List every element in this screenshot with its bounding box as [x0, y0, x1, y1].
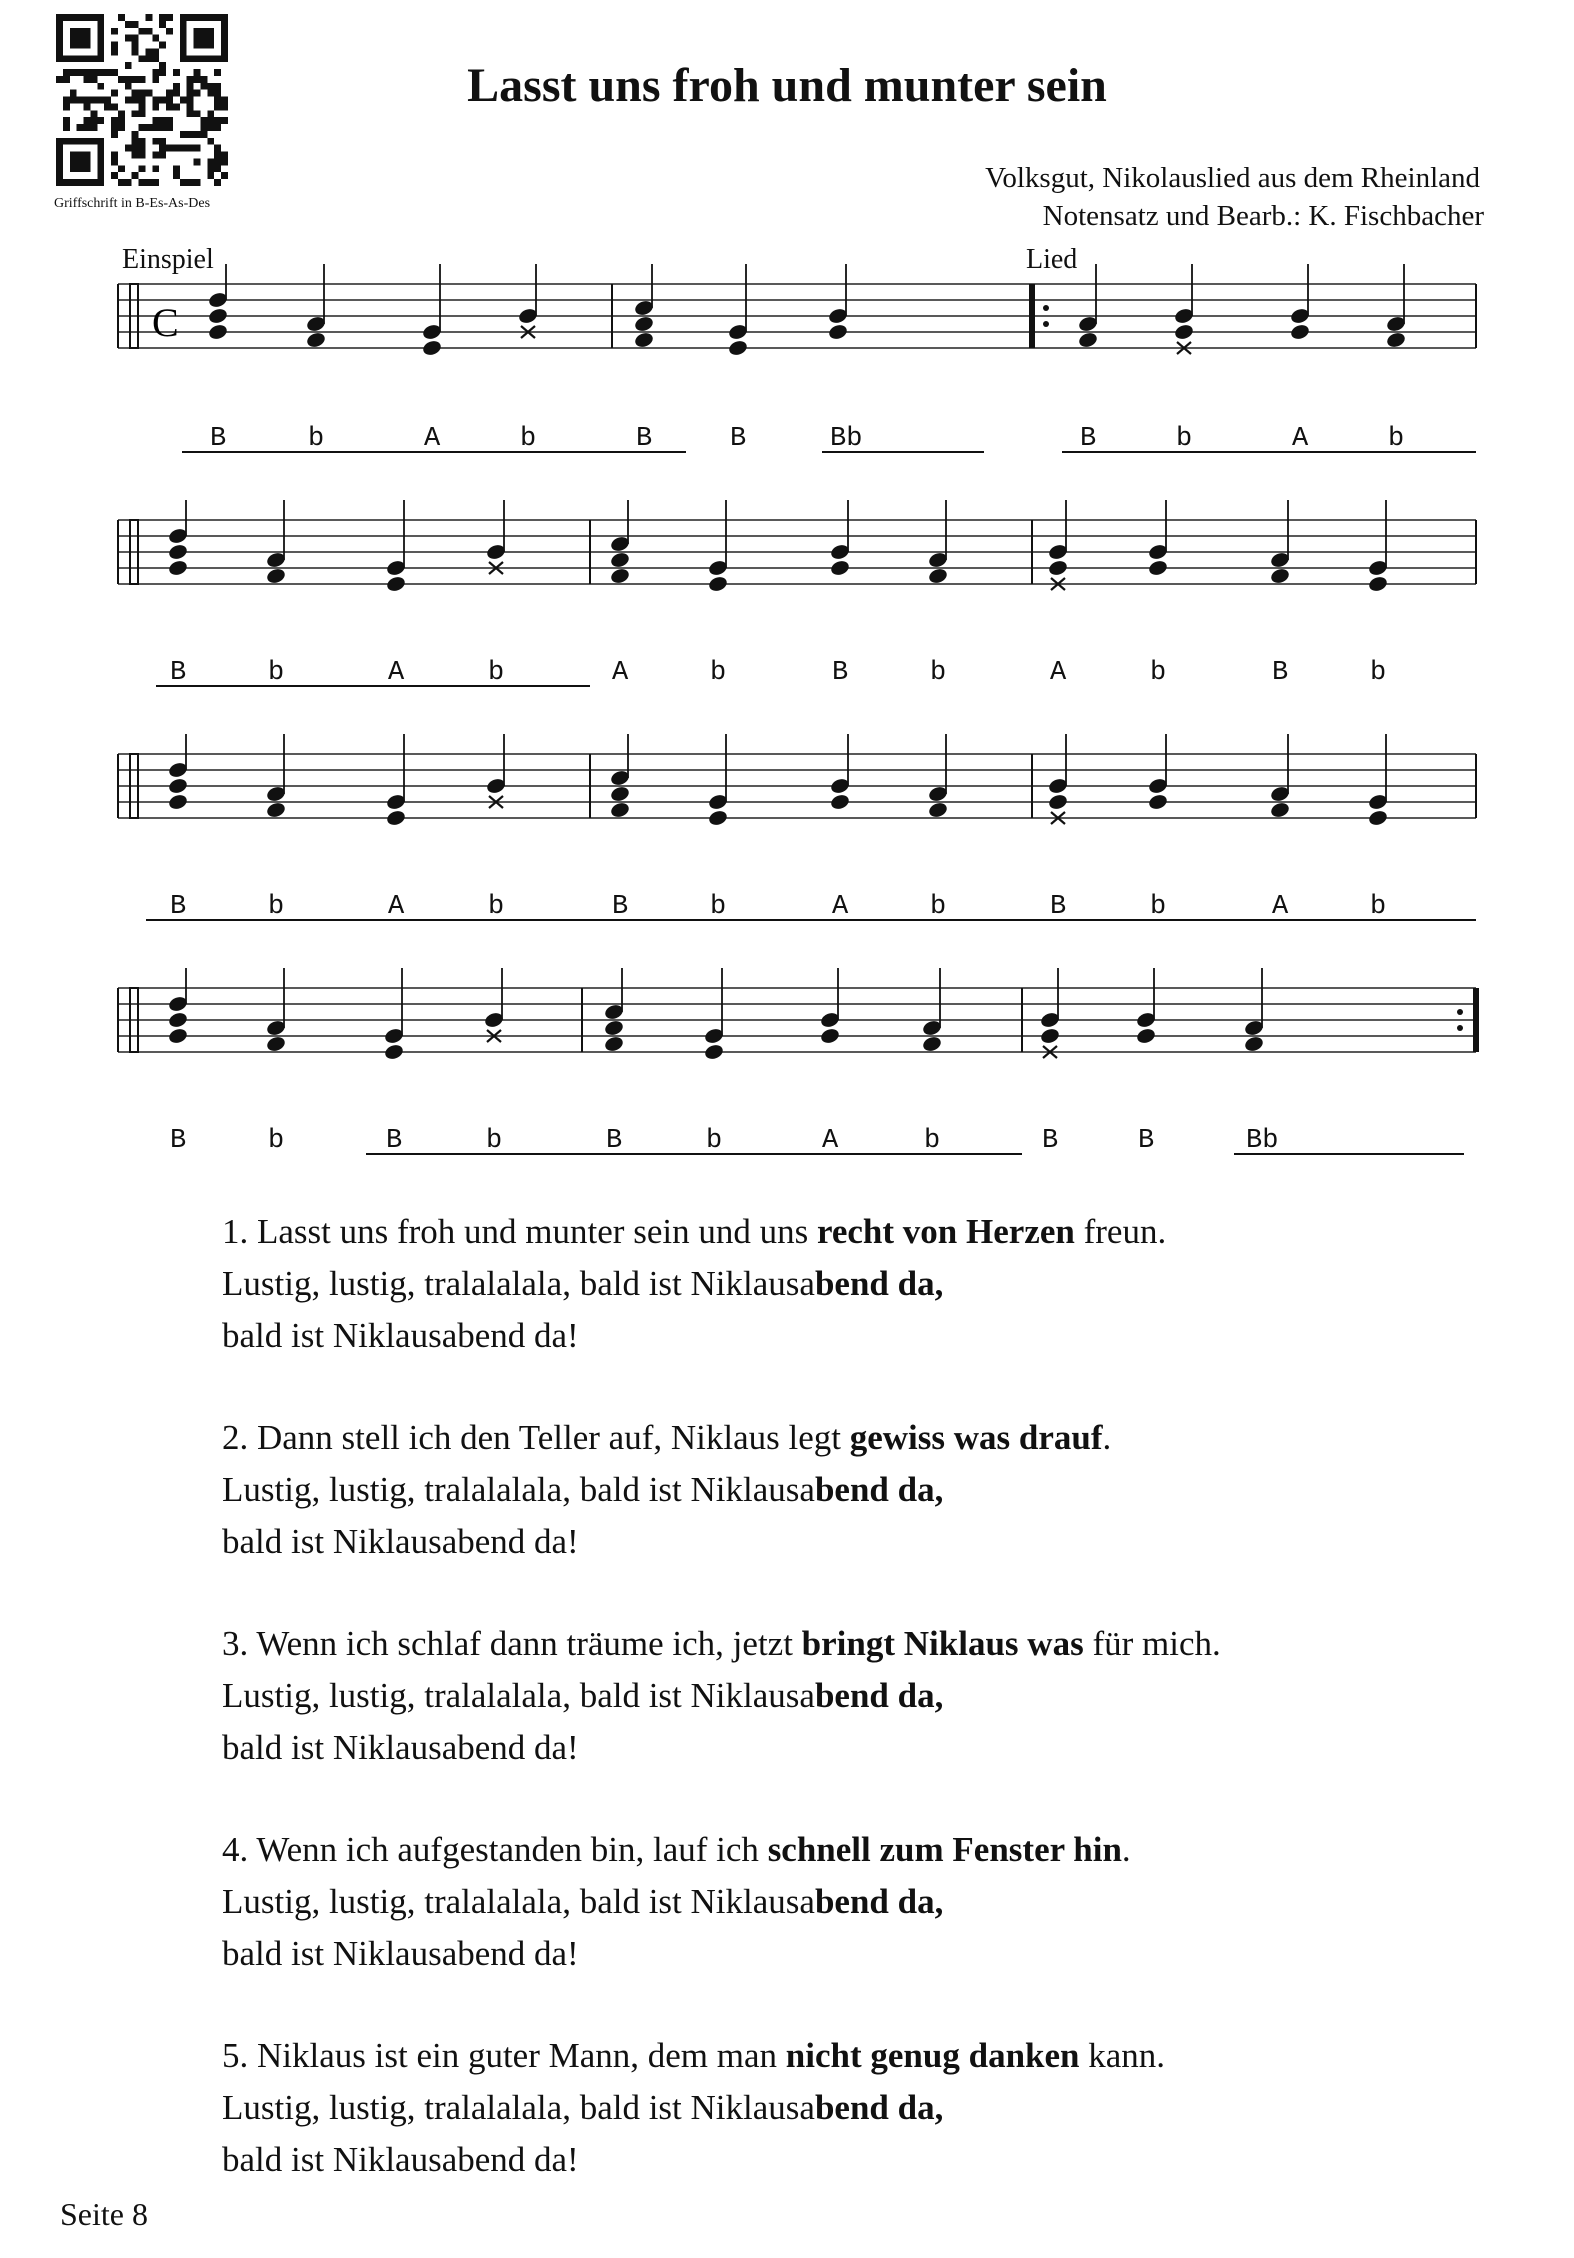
chord-symbol: B: [170, 892, 187, 922]
chord-symbol: B: [730, 424, 747, 454]
note-chord: [603, 968, 624, 1053]
notehead: [927, 801, 948, 819]
verse-line: Lustig, lustig, tralalalala, bald ist Niklausabend da,: [222, 1470, 944, 1509]
notehead: [167, 793, 188, 811]
note-chord: [707, 500, 728, 593]
chord-symbol: b: [930, 892, 947, 922]
verse-3: [222, 1618, 1221, 1774]
chord-symbol: Bb: [830, 424, 863, 454]
chord-symbol: A: [1292, 424, 1309, 454]
notehead: [1367, 575, 1388, 593]
note-chord: [707, 734, 728, 827]
note-chord: [1147, 734, 1168, 811]
notehead: [383, 1043, 404, 1061]
note-chord: [1173, 264, 1194, 354]
notehead: [603, 1035, 624, 1053]
notehead: [1077, 331, 1098, 349]
notehead: [927, 567, 948, 585]
chord-symbol: A: [388, 892, 405, 922]
chord-symbol: B: [636, 424, 653, 454]
notehead: [633, 331, 654, 349]
notehead: [421, 339, 442, 357]
verse-5: [222, 2030, 1165, 2186]
label-song: Lied: [1026, 244, 1078, 275]
notehead: [1385, 331, 1406, 349]
chord-symbol: B: [612, 892, 629, 922]
notehead: [1047, 559, 1068, 577]
qr-caption: Griffschrift in B-Es-As-Des: [54, 196, 211, 211]
note-chord: [829, 734, 850, 811]
staves: [118, 284, 1476, 1154]
notehead: [167, 1027, 188, 1045]
verse-line: Lustig, lustig, tralalalala, bald ist Niklausabend da,: [222, 1882, 944, 1921]
note-chord: [385, 734, 406, 827]
note-chord: [1047, 734, 1068, 824]
chord-symbol: B: [386, 1126, 403, 1156]
note-chord: [485, 500, 506, 574]
repeat-dot: [1043, 321, 1049, 327]
notehead: [167, 1011, 188, 1029]
chord-symbol: A: [388, 658, 405, 688]
verse-line: bald ist Niklausabend da!: [222, 1316, 579, 1355]
notehead: [207, 323, 228, 341]
chord-symbol: b: [488, 892, 505, 922]
verse-1: [222, 1206, 1166, 1362]
verse-line: bald ist Niklausabend da!: [222, 1728, 579, 1767]
chord-symbol: b: [706, 1126, 723, 1156]
notehead: [1135, 1027, 1156, 1045]
chord-symbol: A: [424, 424, 441, 454]
note-chord: [1047, 500, 1068, 590]
note-chord: [207, 264, 228, 341]
chord-symbol: B: [606, 1126, 623, 1156]
note-chord: [167, 500, 188, 577]
verse-line: bald ist Niklausabend da!: [222, 1934, 579, 1973]
chord-symbol: b: [488, 658, 505, 688]
chord-symbol: b: [1388, 424, 1405, 454]
repeat-dot: [1457, 1009, 1463, 1015]
chord-symbol: B: [170, 658, 187, 688]
chord-symbol: b: [486, 1126, 503, 1156]
chord-symbol: b: [1176, 424, 1193, 454]
verse-line: 5. Niklaus ist ein guter Mann, dem man nicht genug danken kann.: [222, 2036, 1166, 2075]
chord-symbol: B: [1042, 1126, 1059, 1156]
notehead: [167, 543, 188, 561]
notehead: [633, 315, 654, 333]
verse-line: Lustig, lustig, tralalalala, bald ist Niklausabend da,: [222, 1676, 944, 1715]
note-chord: [829, 500, 850, 577]
verse-line: 4. Wenn ich aufgestanden bin, lauf ich schnell zum Fenster hin.: [222, 1830, 1131, 1869]
note-chord: [819, 968, 840, 1045]
notehead: [1367, 809, 1388, 827]
note-chord: [517, 264, 538, 338]
note-chord: [609, 500, 630, 585]
note-chord: [827, 264, 848, 341]
notehead: [1269, 801, 1290, 819]
repeat-dot: [1043, 305, 1049, 311]
note-chord: [421, 264, 442, 357]
notehead: [167, 777, 188, 795]
notehead: [703, 1043, 724, 1061]
notehead: [603, 1019, 624, 1037]
note-chord: [265, 968, 286, 1053]
note-chord: [927, 734, 948, 819]
note-chord: [703, 968, 724, 1061]
chord-symbol: A: [1050, 658, 1067, 688]
notehead: [609, 785, 630, 803]
chord-symbol: b: [268, 658, 285, 688]
chord-symbol: A: [832, 892, 849, 922]
chord-symbol: b: [308, 424, 325, 454]
chord-symbol: b: [1150, 658, 1167, 688]
note-chord: [1385, 264, 1406, 349]
note-chord: [1367, 500, 1388, 593]
credit-arrangement: Notensatz und Bearb.: K. Fischbacher: [1042, 200, 1484, 232]
note-chord: [1039, 968, 1060, 1058]
note-chord: [265, 500, 286, 585]
note-chord: [305, 264, 326, 349]
chord-symbol: B: [1272, 658, 1289, 688]
notehead: [265, 1035, 286, 1053]
verse-line: 2. Dann stell ich den Teller auf, Niklaus legt gewiss was drauf.: [222, 1418, 1112, 1457]
notehead: [1269, 567, 1290, 585]
note-chord: [633, 264, 654, 349]
verse-line: 1. Lasst uns froh und munter sein und uns recht von Herzen freun.: [222, 1212, 1167, 1251]
notehead: [167, 559, 188, 577]
notehead: [207, 307, 228, 325]
chord-symbol: b: [1370, 892, 1387, 922]
notehead: [305, 331, 326, 349]
note-chord: [383, 968, 404, 1061]
chord-symbol: b: [710, 892, 727, 922]
notehead: [609, 551, 630, 569]
notehead: [385, 575, 406, 593]
note-chord: [167, 734, 188, 811]
notehead: [829, 793, 850, 811]
notehead: [385, 809, 406, 827]
chord-symbol: B: [1050, 892, 1067, 922]
note-chord: [1367, 734, 1388, 827]
chord-symbol: A: [822, 1126, 839, 1156]
label-intro: Einspiel: [122, 244, 214, 275]
page-title: Lasst uns froh und munter sein: [467, 59, 1107, 112]
notehead: [727, 339, 748, 357]
chord-symbol: b: [268, 892, 285, 922]
chord-symbol: b: [710, 658, 727, 688]
chord-symbol: b: [520, 424, 537, 454]
repeat-dot: [1457, 1025, 1463, 1031]
verse-line: bald ist Niklausabend da!: [222, 2140, 579, 2179]
chord-symbol: A: [612, 658, 629, 688]
note-chord: [1135, 968, 1156, 1045]
notehead: [609, 567, 630, 585]
page-number: Seite 8: [60, 2196, 148, 2232]
chord-symbol: B: [170, 1126, 187, 1156]
notehead: [827, 323, 848, 341]
chord-symbol: b: [924, 1126, 941, 1156]
chord-symbol: A: [1272, 892, 1289, 922]
note-chord: [1147, 500, 1168, 577]
chord-symbol: b: [1370, 658, 1387, 688]
chord-symbol: Bb: [1246, 1126, 1279, 1156]
notehead: [819, 1027, 840, 1045]
verse-line: Lustig, lustig, tralalalala, bald ist Niklausabend da,: [222, 1264, 944, 1303]
notehead: [829, 559, 850, 577]
note-chord: [727, 264, 748, 357]
notehead: [921, 1035, 942, 1053]
verse-line: 3. Wenn ich schlaf dann träume ich, jetzt bringt Niklaus was für mich.: [222, 1624, 1221, 1663]
notehead: [1289, 323, 1310, 341]
notehead: [265, 801, 286, 819]
time-signature: C: [152, 300, 179, 345]
note-chord: [927, 500, 948, 585]
note-chord: [485, 734, 506, 808]
notehead: [1147, 559, 1168, 577]
note-chord: [1077, 264, 1098, 349]
verse-line: Lustig, lustig, tralalalala, bald ist Niklausabend da,: [222, 2088, 944, 2127]
note-chord: [167, 968, 188, 1045]
chord-symbol: B: [832, 658, 849, 688]
chord-symbol: B: [1080, 424, 1097, 454]
note-chord: [1269, 734, 1290, 819]
verse-4: [222, 1824, 1131, 1980]
note-chord: [265, 734, 286, 819]
note-chord: [483, 968, 504, 1042]
notehead: [609, 801, 630, 819]
note-chord: [609, 734, 630, 819]
verse-line: bald ist Niklausabend da!: [222, 1522, 579, 1561]
note-chord: [385, 500, 406, 593]
chord-symbol: b: [930, 658, 947, 688]
notehead: [1047, 793, 1068, 811]
chord-symbol: B: [210, 424, 227, 454]
note-chord: [921, 968, 942, 1053]
notehead: [707, 575, 728, 593]
notehead: [1243, 1035, 1264, 1053]
note-chord: [1269, 500, 1290, 585]
chord-symbol: B: [1138, 1126, 1155, 1156]
notehead: [1039, 1027, 1060, 1045]
note-chord: [1289, 264, 1310, 341]
credit-origin: Volksgut, Nikolauslied aus dem Rheinland: [985, 162, 1480, 194]
notehead: [1147, 793, 1168, 811]
notehead: [265, 567, 286, 585]
chord-symbol: b: [268, 1126, 285, 1156]
notehead: [707, 809, 728, 827]
notes: [167, 264, 1406, 1061]
chord-symbol: b: [1150, 892, 1167, 922]
note-chord: [1243, 968, 1264, 1053]
verse-2: [222, 1412, 1111, 1568]
notehead: [1173, 323, 1194, 341]
